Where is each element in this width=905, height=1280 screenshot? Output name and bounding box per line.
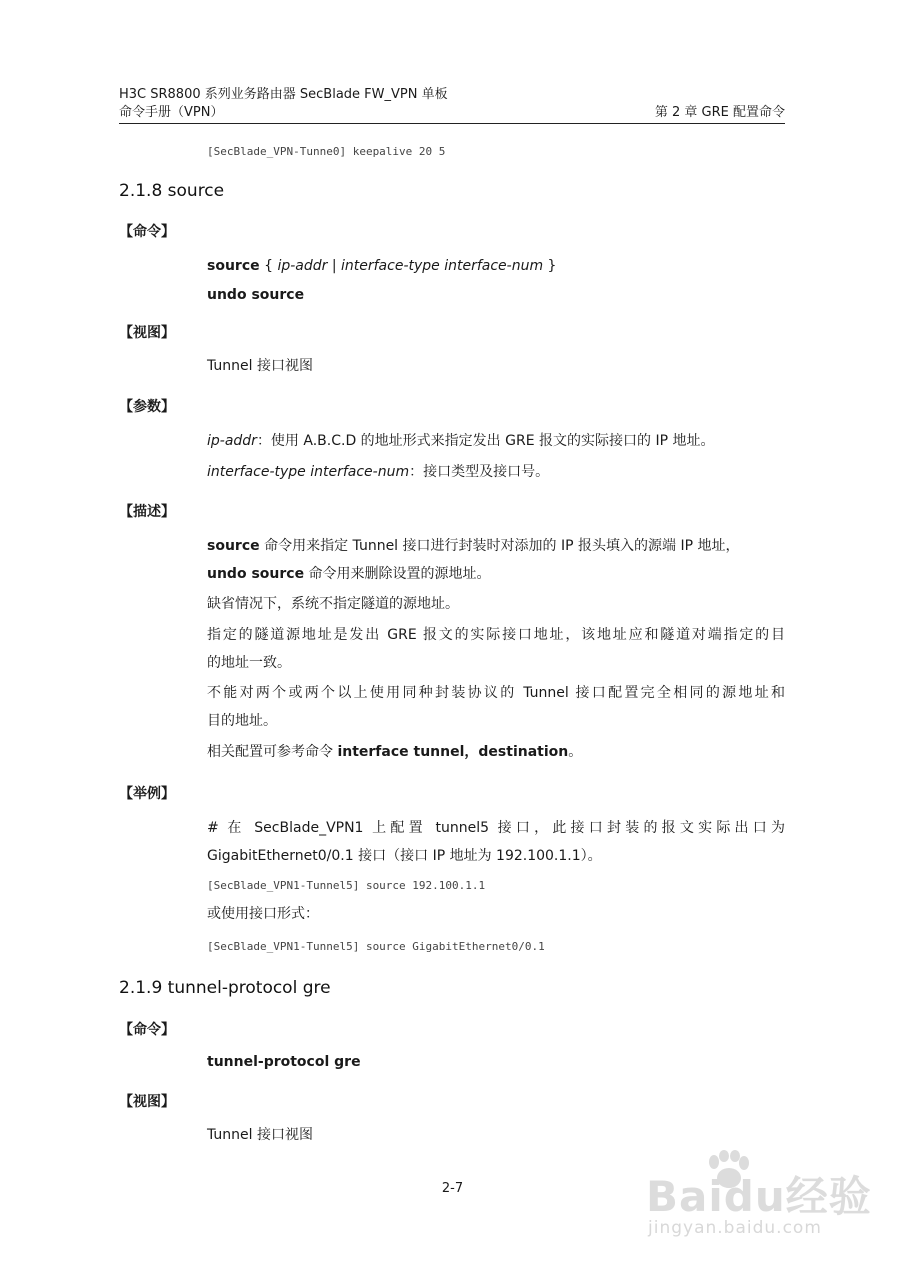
undo-keyword: undo source <box>207 287 305 303</box>
code-example-interface: [SecBlade_VPN1-Tunnel5] source GigabitEthernet0/0.1 <box>207 940 545 953</box>
syntax-keyword: source <box>207 258 260 274</box>
header-title: H3C SR8800 系列业务路由器 SecBlade FW_VPN 单板 <box>119 87 448 102</box>
label-view: 【视图】 <box>119 325 175 341</box>
param-desc: ：使用 A.B.C.D 的地址形式来指定发出 GRE 报文的实际接口的 IP 地址。 <box>256 433 715 449</box>
label-command: 【命令】 <box>119 1022 175 1038</box>
param-interface <box>207 458 785 486</box>
desc-text: 命令用来删除设置的源地址。 <box>304 566 491 582</box>
watermark-url: jingyan.baidu.com <box>648 1218 822 1238</box>
section-heading-source: 2.1.8 source <box>119 181 225 201</box>
header-manual-name: 命令手册（VPN） <box>119 105 224 120</box>
desc-keyword: interface tunnel，destination <box>337 744 569 760</box>
syntax-brace-open: { <box>259 258 278 274</box>
page-header <box>119 86 785 122</box>
watermark-logo-text: Baidu经验 <box>646 1172 872 1221</box>
desc-text: 命令用来指定 Tunnel 接口进行封装时对添加的 IP 报头填入的源端 IP 地址， <box>259 538 740 554</box>
page-number: 2-7 <box>441 1181 464 1196</box>
desc-line: 的地址一致。 <box>207 655 291 671</box>
view-text: Tunnel 接口视图 <box>207 358 313 374</box>
header-divider <box>119 123 785 124</box>
desc-line <box>207 532 785 560</box>
tunnel-protocol-command <box>207 1048 785 1076</box>
header-chapter: 第 2 章 GRE 配置命令 <box>654 105 785 120</box>
command-syntax <box>207 252 785 280</box>
desc-line: 不能对两个或两个以上使用同种封装协议的 Tunnel 接口配置完全相同的源地址和 <box>207 685 785 701</box>
code-keepalive: [SecBlade_VPN-Tunne0] keepalive 20 5 <box>207 145 446 158</box>
example-paragraph-1 <box>207 814 785 870</box>
label-params: 【参数】 <box>119 399 175 415</box>
syntax-brace-close: } <box>543 258 557 274</box>
desc-keyword: undo source <box>207 566 305 582</box>
example-line: # 在 SecBlade_VPN1 上配置 tunnel5 接口，此接口封装的报文实际出口为 <box>207 820 785 836</box>
param-name: ip-addr <box>207 433 257 449</box>
baidu-watermark <box>640 1150 880 1250</box>
desc-paragraph-3 <box>207 621 785 677</box>
section-heading-tunnel-protocol: 2.1.9 tunnel-protocol gre <box>119 978 331 998</box>
code-example-ip: [SecBlade_VPN1-Tunnel5] source 192.100.1.1 <box>207 879 486 892</box>
header-row <box>119 104 785 122</box>
desc-text: 。 <box>568 744 583 760</box>
view-text: Tunnel 接口视图 <box>207 1127 313 1143</box>
label-view: 【视图】 <box>119 1094 175 1110</box>
desc-paragraph-4 <box>207 679 785 735</box>
example-line: GigabitEthernet0/0.1 接口（接口 IP 地址为 192.100.1.1）。 <box>207 848 602 864</box>
syntax-arg-interface: interface-type interface-num <box>341 258 544 274</box>
param-name: interface-type interface-num <box>207 464 410 480</box>
syntax-separator: | <box>327 258 341 274</box>
desc-line <box>207 560 785 588</box>
example-paragraph-2: 或使用接口形式： <box>207 906 319 922</box>
syntax-arg-ip: ip-addr <box>277 258 328 274</box>
label-command: 【命令】 <box>119 224 175 240</box>
command-keyword: tunnel-protocol gre <box>207 1054 361 1070</box>
label-example: 【举例】 <box>119 786 175 802</box>
label-description: 【描述】 <box>119 504 175 520</box>
desc-paragraph-5 <box>207 738 785 766</box>
desc-line: 目的地址。 <box>207 713 277 729</box>
param-desc: ：接口类型及接口号。 <box>409 464 550 480</box>
desc-paragraph-2: 缺省情况下，系统不指定隧道的源地址。 <box>207 596 459 612</box>
undo-command <box>207 281 785 309</box>
param-ip-addr <box>207 427 785 455</box>
desc-keyword: source <box>207 538 260 554</box>
desc-line: 指定的隧道源地址是发出 GRE 报文的实际接口地址，该地址应和隧道对端指定的目 <box>207 627 785 643</box>
desc-text: 相关配置可参考命令 <box>207 744 338 760</box>
desc-paragraph-1 <box>207 532 785 588</box>
